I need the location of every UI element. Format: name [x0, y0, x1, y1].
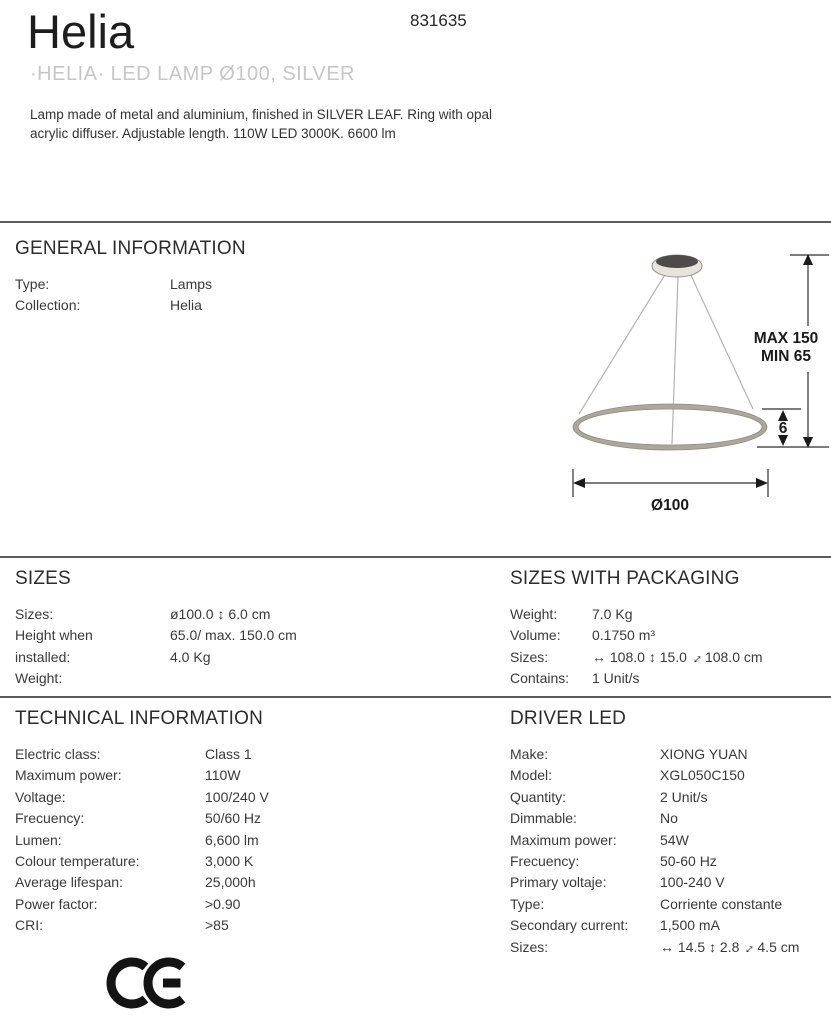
- spec-value: 25,000h: [205, 874, 256, 891]
- spec-value-part: ↔ 108.0 ↕ 15.0: [592, 648, 687, 665]
- spec-label: Quantity:: [510, 788, 567, 805]
- spec-label: Secondary current:: [510, 917, 629, 934]
- sizes-table: [15, 604, 495, 690]
- section-sizes-with-packaging: [510, 566, 831, 690]
- spec-row: [510, 915, 831, 936]
- spec-value: 50-60 Hz: [660, 853, 717, 870]
- spec-row: [510, 625, 831, 646]
- spec-value: [592, 647, 763, 668]
- sizes-heading: SIZES: [15, 568, 71, 589]
- spec-label: Collection:: [15, 297, 81, 314]
- spec-value: 7.0 Kg: [592, 606, 633, 622]
- spec-label: Maximum power:: [510, 831, 617, 848]
- spec-label: Type:: [510, 895, 545, 912]
- spec-label: CRI:: [15, 917, 43, 934]
- section-driver-led: [510, 706, 831, 958]
- spec-value: Helia: [170, 297, 202, 314]
- spec-label: Maximum power:: [15, 767, 122, 784]
- ceiling-canopy: [652, 255, 702, 277]
- spec-row: [510, 668, 831, 689]
- spec-label: Volume:: [510, 627, 561, 644]
- spec-value-part: ↔ 14.5 ↕ 2.8: [660, 938, 740, 955]
- spec-row: [15, 274, 495, 295]
- dimension-arrowheads: [573, 254, 813, 488]
- ring-height-label: 6: [778, 420, 788, 437]
- section-general-information: [15, 236, 495, 317]
- product-description: Lamp made of metal and aluminium, finished in SILVER LEAF. Ring with opal acrylic diffuser. Adjustable length. 110W LED 3000K. 6600 lm: [30, 107, 492, 141]
- spec-value: Lamps: [170, 276, 213, 292]
- divider-sizes: [0, 556, 831, 558]
- spec-value: >0.90: [205, 895, 241, 912]
- spec-value: No: [660, 810, 678, 827]
- spec-row: [15, 787, 495, 808]
- spec-row: [510, 808, 831, 829]
- spec-label: Weight:: [510, 606, 558, 622]
- page-title: Helia: [27, 5, 135, 58]
- spec-row: [510, 937, 831, 958]
- max-height-label: MAX 150: [753, 330, 819, 347]
- spec-value: 2 Unit/s: [660, 788, 708, 805]
- product-code: 831635: [410, 11, 467, 30]
- section-technical-information: [15, 706, 495, 937]
- spec-label: Colour temperature:: [15, 853, 140, 870]
- spec-label: Voltage:: [15, 788, 66, 805]
- spec-row: [15, 830, 495, 851]
- ce-mark-icon: [106, 952, 188, 1014]
- spec-label: Frecuency:: [15, 810, 85, 827]
- spec-row: [510, 872, 831, 893]
- spec-row: [15, 915, 495, 936]
- section-sizes: [15, 566, 495, 690]
- technical-heading: TECHNICAL INFORMATION: [15, 708, 264, 729]
- spec-value: 100-240 V: [660, 874, 725, 891]
- spec-value: 1 Unit/s: [592, 670, 640, 687]
- spec-row: [15, 744, 495, 765]
- spec-row: [510, 765, 831, 786]
- spec-row: [510, 851, 831, 872]
- spec-label: Electric class:: [15, 746, 101, 762]
- spec-value: 6,600 lm: [205, 831, 259, 848]
- spec-row: [15, 808, 495, 829]
- spec-label: Sizes:: [15, 606, 54, 622]
- spec-label: Height when installed:: [15, 627, 93, 665]
- spec-row: [510, 787, 831, 808]
- spec-row: [510, 894, 831, 915]
- spec-row: [510, 830, 831, 851]
- min-height-label: MIN 65: [761, 348, 811, 365]
- spec-row: [15, 872, 495, 893]
- spec-label: Contains:: [510, 670, 570, 687]
- spec-value: XGL050C150: [660, 767, 745, 784]
- spec-value: 3,000 K: [205, 853, 254, 870]
- driver-led-heading: DRIVER LED: [510, 708, 627, 729]
- product-subtitle: ·HELIA· LED LAMP Ø100, SILVER: [30, 63, 355, 85]
- spec-row: [15, 295, 495, 316]
- sizes-labels: [15, 604, 145, 690]
- spec-value: [660, 937, 799, 958]
- spec-row: [510, 744, 831, 765]
- sizes-values: [170, 604, 297, 690]
- lamp-diagram: [540, 240, 831, 530]
- spec-value: Corriente constante: [660, 895, 783, 912]
- spec-label: Dimmable:: [510, 810, 577, 827]
- spec-label: Primary voltaje:: [510, 874, 607, 891]
- spec-label: Type:: [15, 276, 50, 292]
- divider-top: [0, 221, 831, 223]
- spec-label: Lumen:: [15, 831, 62, 848]
- spec-value: 100/240 V: [205, 788, 269, 805]
- spec-value: >85: [205, 917, 229, 934]
- depth-arrow-icon: ↔: [737, 936, 759, 958]
- spec-row: [15, 765, 495, 786]
- spec-label: Weight:: [15, 670, 63, 687]
- packaging-heading: SIZES WITH PACKAGING: [510, 568, 740, 589]
- spec-value: XIONG YUAN: [660, 746, 748, 762]
- spec-label: Average lifespan:: [15, 874, 123, 891]
- spec-label: Sizes:: [510, 938, 549, 955]
- spec-value: 65.0/ max. 150.0 cm: [170, 627, 297, 644]
- suspension-wires: [579, 271, 753, 444]
- spec-label: Make:: [510, 746, 549, 762]
- spec-label: Model:: [510, 767, 553, 784]
- spec-label: Power factor:: [15, 895, 98, 912]
- spec-value: 50/60 Hz: [205, 810, 262, 827]
- spec-value: Class 1: [205, 746, 252, 762]
- spec-label: Frecuency:: [510, 853, 580, 870]
- spec-label: Sizes:: [510, 648, 549, 665]
- spec-row: [510, 604, 831, 625]
- spec-row: [15, 894, 495, 915]
- general-information-heading: GENERAL INFORMATION: [15, 238, 246, 259]
- spec-value: 0.1750 m³: [592, 627, 656, 644]
- divider-technical: [0, 696, 831, 698]
- spec-value: 1,500 mA: [660, 917, 720, 934]
- spec-value: 4.0 Kg: [170, 648, 211, 665]
- spec-value: 110W: [205, 767, 241, 784]
- led-ring: [573, 404, 767, 450]
- spec-value: ø100.0 ↕ 6.0 cm: [170, 606, 271, 622]
- depth-arrow-icon: ↔: [684, 646, 707, 668]
- spec-row: [510, 647, 831, 668]
- spec-row: [15, 851, 495, 872]
- dimension-lines: [573, 255, 829, 497]
- spec-value-part: 108.0 cm: [704, 648, 763, 665]
- diameter-label: Ø100: [651, 497, 689, 514]
- spec-value-part: 4.5 cm: [757, 938, 800, 955]
- spec-value: 54W: [660, 831, 689, 848]
